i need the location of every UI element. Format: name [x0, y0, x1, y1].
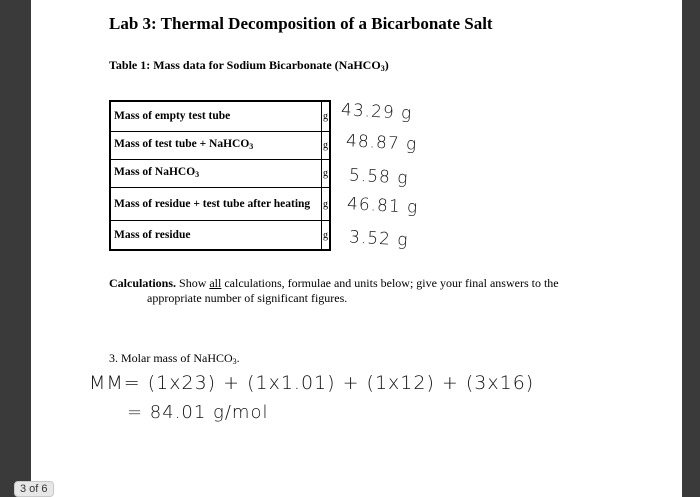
viewer-right-margin [682, 0, 700, 497]
row-label: Mass of empty test tube [110, 101, 322, 132]
row-label: Mass of NaHCO$_3$ [110, 160, 322, 188]
page-indicator: 3 of 6 [14, 481, 54, 497]
table-caption-subscript: 3 [380, 64, 385, 73]
table-row [110, 132, 330, 160]
row-label: Mass of test tube + NaHCO$_3$ [110, 132, 322, 160]
handwritten-value: 5.58 g [348, 165, 409, 189]
row-unit: g [322, 160, 331, 188]
table-caption-text: Table 1: Mass data for Sodium Bicarbonate (NaHCO [109, 58, 381, 72]
mass-data-table [109, 100, 331, 251]
handwritten-value: 3.52 g [348, 227, 409, 251]
table-row [110, 188, 330, 221]
calculations-lead: Calculations. [109, 276, 177, 290]
question-3: 3. Molar mass of NaHCO$_3$. [109, 351, 240, 366]
table-row [110, 221, 330, 251]
handwritten-value: 46.81 g [346, 194, 419, 218]
row-unit: g [322, 188, 331, 221]
calculations-second-line: appropriate number of significant figures. [147, 291, 348, 305]
row-unit: g [322, 221, 331, 251]
document-page [31, 0, 682, 497]
row-label: Mass of residue + test tube after heating [110, 188, 322, 221]
calculations-instructions: Calculations. Show all calculations, formulae and units below; give your final answers to the appropriate number of significant figures. [109, 276, 609, 306]
lab-title: Lab 3: Thermal Decomposition of a Bicarbonate Salt [109, 14, 493, 33]
row-label: Mass of residue [110, 221, 322, 251]
handwritten-molar-mass-formula: MM= (1x23) + (1x1.01) + (1x12) + (3x16) [89, 372, 535, 394]
table-caption [109, 58, 389, 73]
row-unit: g [322, 132, 331, 160]
table-row [110, 101, 330, 132]
handwritten-value: 43.29 g [340, 100, 413, 124]
viewer-left-margin [0, 0, 31, 497]
table-caption-suffix: ) [384, 58, 389, 72]
table-row [110, 160, 330, 188]
underlined-all: all [209, 276, 222, 290]
row-unit: g [322, 101, 331, 132]
handwritten-molar-mass-result: = 84.01 g/mol [127, 402, 269, 423]
handwritten-value: 48.87 g [345, 131, 418, 155]
